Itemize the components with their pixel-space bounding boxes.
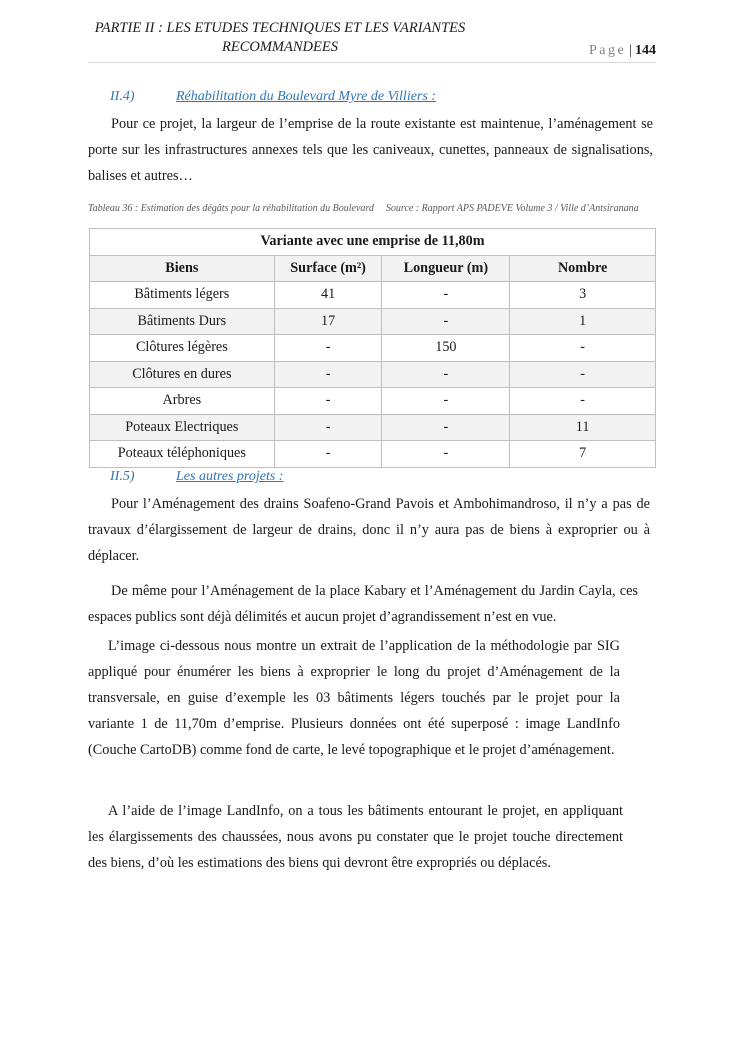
- table-cell: -: [382, 282, 510, 309]
- section-number: II.4): [110, 89, 135, 104]
- paragraph: Pour l’Aménagement des drains Soafeno-Grand Pavois et Ambohimandroso, il n’y a pas de travaux d’élargissement de largeur de drains, donc il n’y aura pas de biens à exproprier ou à déplacer.: [88, 496, 650, 564]
- section-heading-ii5: [110, 469, 283, 485]
- table-cell: Poteaux téléphoniques: [90, 441, 275, 468]
- table-cell: -: [510, 335, 656, 362]
- table-row: [90, 414, 656, 441]
- table-row: [90, 388, 656, 415]
- column-header-longueur: Longueur (m): [382, 255, 510, 282]
- table-cell: 41: [274, 282, 382, 309]
- table-cell: -: [382, 414, 510, 441]
- table-cell: -: [382, 361, 510, 388]
- paragraph: De même pour l’Aménagement de la place Kabary et l’Aménagement du Jardin Cayla, ces espaces publics sont déjà délimités et aucun projet d’agrandissement n’est en vue.: [88, 583, 638, 625]
- header-divider: [88, 62, 656, 63]
- table-cell: -: [274, 414, 382, 441]
- column-header-surface: Surface (m²): [274, 255, 382, 282]
- table-row: [90, 308, 656, 335]
- section-ii5-paragraph-2: [88, 578, 638, 630]
- table-row: [90, 282, 656, 309]
- caption-text: Tableau 36 : Estimation des dégâts pour la réhabilitation du Boulevard: [88, 203, 374, 214]
- column-header-biens: Biens: [90, 255, 275, 282]
- table-row: [90, 335, 656, 362]
- page-number: 144: [635, 43, 656, 58]
- paragraph: Pour ce projet, la largeur de l’emprise de la route existante est maintenue, l’aménagement se porte sur les infrastructures annexes tels que les caniveaux, cunettes, panneaux de signalisations, balises et autres…: [88, 116, 653, 184]
- table-cell: Clôtures légères: [90, 335, 275, 362]
- table-cell: Bâtiments légers: [90, 282, 275, 309]
- table-cell: -: [274, 388, 382, 415]
- table-cell: -: [274, 335, 382, 362]
- section-ii5-paragraph-4: [88, 798, 623, 876]
- table-cell: Poteaux Electriques: [90, 414, 275, 441]
- page-label: Page: [588, 43, 627, 58]
- header-title: [60, 19, 500, 57]
- header-title-line1: PARTIE II : LES ETUDES TECHNIQUES ET LES VARIANTES: [94, 20, 466, 36]
- estimation-table: [89, 228, 656, 468]
- table-cell: 17: [274, 308, 382, 335]
- table-cell: -: [510, 361, 656, 388]
- table-caption: [88, 203, 639, 214]
- table-row: [90, 361, 656, 388]
- paragraph: L’image ci-dessous nous montre un extrait de l’application de la méthodologie par SIG appliqué pour énumérer les biens à exproprier le long du projet d’Aménagement de la transversale, en guise d’exemple les 03 bâtiments légers touchés par le projet pour la variante 1 de 11,70m d’emprise. Plusieurs données ont été superposé : image LandInfo (Couche CartoDB) comme fond de carte, le levé topographique et le projet d’aménagement.: [88, 638, 620, 758]
- page-number-block: Page | 144: [588, 43, 656, 58]
- table-cell: Arbres: [90, 388, 275, 415]
- table-cell: -: [382, 388, 510, 415]
- table-cell: 3: [510, 282, 656, 309]
- table-title: Variante avec une emprise de 11,80m: [90, 229, 656, 256]
- caption-source: Source : Rapport APS PADEVE Volume 3 / Ville d’Antsiranana: [385, 203, 639, 214]
- section-ii5-paragraph-3: [88, 633, 620, 763]
- table-cell: -: [382, 441, 510, 468]
- table-cell: -: [274, 441, 382, 468]
- table-cell: Clôtures en dures: [90, 361, 275, 388]
- table-cell: 11: [510, 414, 656, 441]
- paragraph: A l’aide de l’image LandInfo, on a tous les bâtiments entourant le projet, en appliquant les élargissements des chaussées, nous avons pu constater que le projet touche directement des biens, d’où les estimations des biens qui devront être expropriés ou déplacés.: [88, 803, 623, 871]
- header-title-line2: RECOMMANDEES: [222, 39, 338, 55]
- table-cell: 1: [510, 308, 656, 335]
- section-title: Réhabilitation du Boulevard Myre de Villiers :: [176, 89, 436, 104]
- table-cell: -: [274, 361, 382, 388]
- table-cell: -: [382, 308, 510, 335]
- table-cell: -: [510, 388, 656, 415]
- table-cell: 7: [510, 441, 656, 468]
- table-cell: Bâtiments Durs: [90, 308, 275, 335]
- table-row: [90, 441, 656, 468]
- section-ii5-paragraph-1: [88, 491, 650, 569]
- section-title: Les autres projets :: [176, 469, 284, 484]
- section-ii4-body: [88, 111, 653, 189]
- table-cell: 150: [382, 335, 510, 362]
- section-number: II.5): [110, 469, 135, 484]
- column-header-nombre: Nombre: [510, 255, 656, 282]
- section-heading-ii4: [110, 89, 436, 105]
